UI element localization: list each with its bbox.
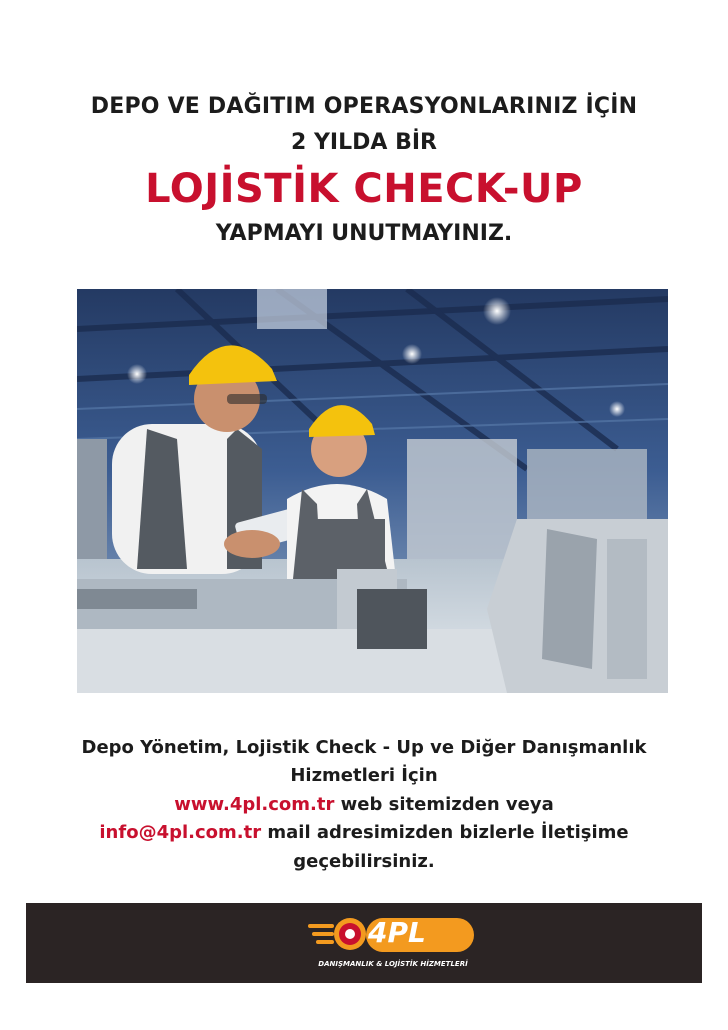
contact-line-2: Hizmetleri İçin: [290, 765, 438, 786]
headline-title: LOJİSTİK CHECK-UP: [145, 166, 583, 212]
contact-website-line: [0, 794, 728, 815]
headline-line-2: 2 YILDA BİR: [291, 130, 437, 155]
company-logo: [308, 914, 478, 974]
contact-line-1: Depo Yönetim, Lojistik Check - Up ve Diğer Danışmanlık: [81, 737, 647, 758]
email-link[interactable]: info@4pl.com.tr: [99, 822, 262, 843]
website-link[interactable]: www.4pl.com.tr: [174, 794, 335, 815]
contact-email-line: [0, 822, 728, 843]
email-suffix: mail adresimizden bizlerle İletişime: [261, 822, 629, 843]
contact-line-5: geçebilirsiniz.: [293, 851, 435, 872]
website-suffix: web sitemizden veya: [334, 794, 554, 815]
warehouse-photo: [77, 289, 668, 693]
footer-banner: [26, 903, 702, 983]
logo-subtitle: DANIŞMANLIK & LOJİSTİK HİZMETLERİ: [318, 960, 468, 968]
logo-text: 4PL: [368, 916, 426, 949]
headline-line-1: DEPO VE DAĞITIM OPERASYONLARINIZ İÇİN: [90, 94, 638, 119]
headline-line-4: YAPMAYI UNUTMAYINIZ.: [215, 221, 513, 246]
